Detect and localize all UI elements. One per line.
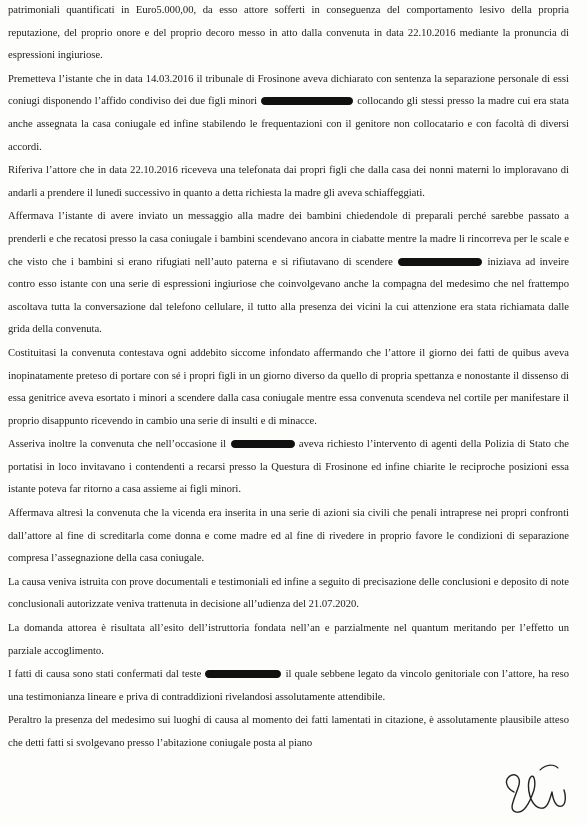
paragraph-text: il quale sebbene legato da vincolo genitoriale con l’attore, ha reso una testimonianza lineare e priva di contraddizioni rivelandosi assolutamente attendibile. (8, 669, 569, 703)
paragraph-text: patrimoniali quantificati in Euro5.000,00, da esso attore sofferti in conseguenza del comportamento lesivo della propria reputazione, del proprio onore e del proprio decoro messo in atto dalla convenuta in data 22.10.2016 mediante la pronuncia di espressioni ingiuriose. (8, 5, 569, 62)
paragraph-5 (8, 343, 569, 433)
paragraph-11 (8, 710, 569, 755)
paragraph-6 (8, 434, 569, 502)
redaction-mark (261, 97, 353, 105)
paragraph-10 (8, 664, 569, 709)
paragraph-text: Affermava l’istante di avere inviato un messaggio alla madre dei bambini chiedendole di preparali perché sarebbe passato a prenderli e che recatosi presso la casa coniugale i bambini scendevano ancora in ciabatte mentre la madre li rincorreva per le scale e che visto che i bambini si erano rifugiati nell’auto paterna e si rifiutavano di scendere (8, 211, 569, 268)
handwritten-signature (500, 758, 578, 818)
paragraph-text: La domanda attorea è risultata all’esito dell’istruttoria fondata nell’an e parzialmente nel quantum meritando per l’effetto un parziale accoglimento. (8, 623, 569, 657)
paragraph-text: Premetteva l’istante che in data 14.03.2016 il tribunale di Frosinone aveva dichiarato con sentenza la separazione personale di essi coniugi disponendo l’affido condiviso dei due figli minori (8, 73, 569, 108)
paragraph-7 (8, 503, 569, 571)
paragraph-text: I fatti di causa sono stati confermati dal teste (8, 669, 205, 681)
paragraph-1 (8, 0, 569, 68)
redaction-mark (398, 258, 482, 266)
paragraph-text: Peraltro la presenza del medesimo sui luoghi di causa al momento dei fatti lamentati in citazione, è assolutamente plausibile atteso che detti fatti si svolgevano presso l’abitazione coniugale posta al piano (8, 715, 569, 749)
paragraph-2 (8, 69, 569, 159)
document-body (8, 0, 569, 757)
paragraph-3 (8, 160, 569, 205)
paragraph-text: aveva richiesto l’intervento di agenti della Polizia di Stato che portatisi in loco invitavano i contendenti a recarsi presso la Questura di Frosinone ed infine chiarite le reciproche posizioni essa istante poteva far ritorno a casa assieme ai figli minori. (8, 439, 569, 496)
paragraph-text: Riferiva l’attore che in data 22.10.2016 riceveva una telefonata dai propri figli che dalla casa dei nonni materni lo imploravano di andarli a prendere il lunedì successivo in quanto a detta richiesta la madre gli aveva schiaffeggiati. (8, 165, 569, 199)
redaction-mark (231, 440, 295, 448)
paragraph-text: Asseriva inoltre la convenuta che nell’occasione il (8, 439, 230, 451)
paragraph-text: iniziava ad inveire contro esso istante con una serie di espressioni ingiuriose che coinvolgevano anche la compagna del medesimo che nel frattempo ascoltava tutta la conversazione dal telefono cellulare, il tutto alla presenza dei vicini la cui attenzione era stata richiamata dalle grida della convenuta. (8, 256, 569, 336)
paragraph-text: Costituitasi la convenuta contestava ogni addebito siccome infondato affermando che l’attore il giorno dei fatti de quibus aveva inopinatamente preteso di portare con sé i propri figli in un giorno diverso da quello di propria spettanza e nonostante il dissenso di essa genitrice aveva esortato i minori a scendere dalla casa coniugale mentre essa convenuta scendeva nel cortile per manifestare il proprio disappunto ricevendo in cambio una serie di insulti e di minacce. (8, 347, 569, 427)
paragraph-text: collocando gli stessi presso la madre cui era stata anche assegnata la casa coniugale ed infine stabilendo le frequentazioni con il genitore non collocatario e con facoltà di diversi accordi. (8, 96, 569, 153)
paragraph-text: Affermava altresì la convenuta che la vicenda era inserita in una serie di azioni sia civili che penali intraprese nei propri confronti dall’attore al fine di screditarla come donna e come madre ed al fine di rivedere in proprio favore le condizioni di separazione compresa l’assegnazione della casa coniugale. (8, 508, 569, 565)
paragraph-4 (8, 206, 569, 342)
redaction-mark (205, 670, 281, 678)
paragraph-text: La causa veniva istruita con prove documentali e testimoniali ed infine a seguito di precisazione delle conclusioni e deposito di note conclusionali autorizzate veniva trattenuta in decisione all’udienza del 21.07.2020. (8, 576, 569, 611)
paragraph-9 (8, 618, 569, 663)
paragraph-8 (8, 572, 569, 617)
